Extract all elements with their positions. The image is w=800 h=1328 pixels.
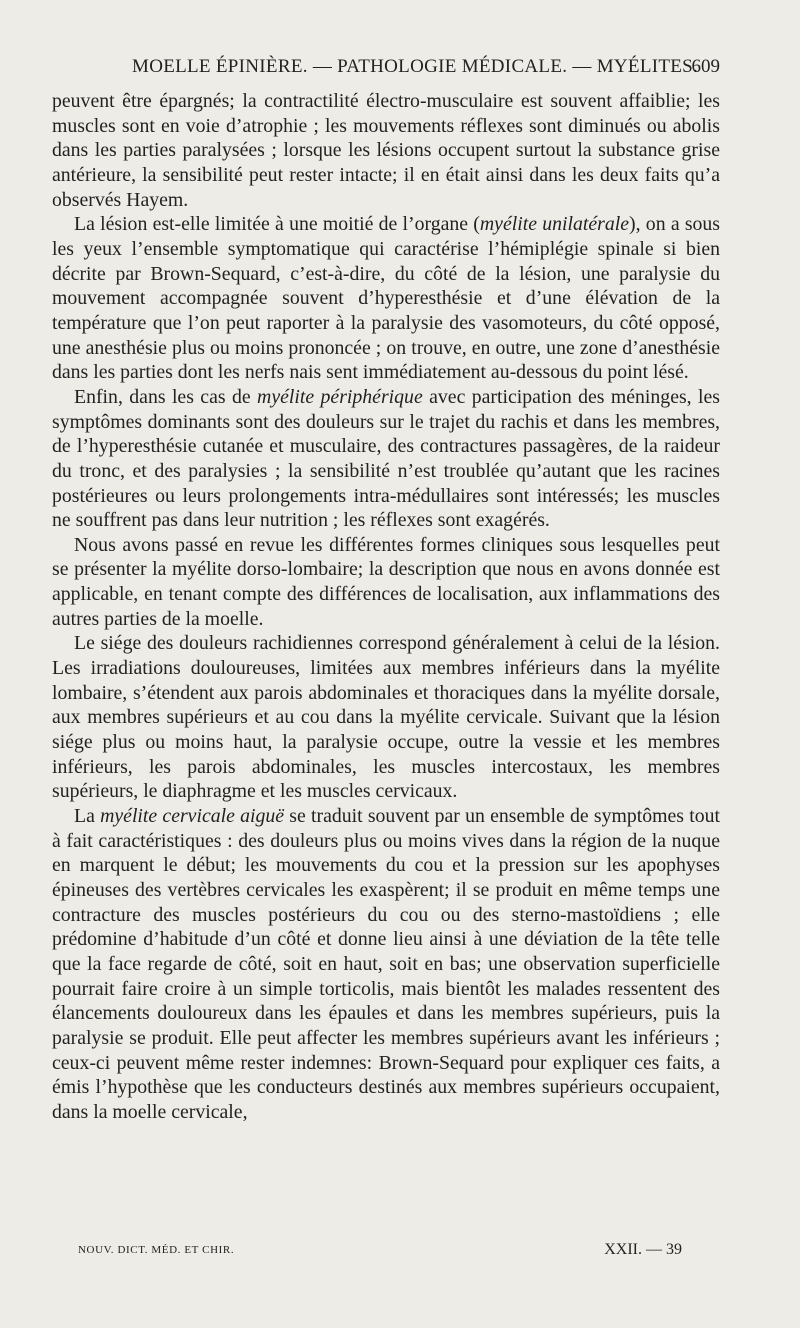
paragraph-3 (52, 385, 720, 533)
paragraph-6-rest: se traduit souvent par un ensemble de symptômes tout à fait caractéristiques : des douleurs plus ou moins vives dans la région de la nuque en marquent le début; les mouvements du cou et la pression sur les apophyses épineuses des vertèbres cervicales les exaspèrent; il se produit en même temps une contracture des muscles postérieurs du cou ou des sterno-mastoïdiens ; elle prédomine d’habitude d’un côté et donne lieu ainsi à une déviation de la tête telle que la face regarde de côté, soit en haut, soit en bas; une observation superficielle pourrait faire croire à un simple torticolis, mais bientôt les malades ressentent des élancements douloureux dans les épaules et dans les membres supérieurs, puis la paralysie se produit. Elle peut affecter les membres supérieurs avant les inférieurs ; ceux-ci peuvent même rester indemnes: Brown-Sequard pour expliquer ces faits, a émis l’hypothèse que les conducteurs destinés aux membres supérieurs occupaient, dans la moelle cervicale, (52, 805, 720, 1123)
term-myelite-peripherique: myélite périphérique (257, 385, 423, 408)
term-myelite-cervicale-aigue: myélite cervicale aiguë (100, 805, 285, 828)
page-number: 609 (691, 56, 720, 77)
paragraph-6-start: La (74, 805, 101, 828)
paragraph-3-start: Enfin, dans les cas de (74, 385, 258, 408)
paragraph-2-rest: ), on a sous les yeux l’ensemble symptomatique qui caractérise l’hémiplégie spinale si bien décrite par Brown-Sequard, c’est-à-dire, du côté de la lésion, une paralysie du mouvement accompagnée souvent d’hyperesthésie et d’une élévation de la température que l’on peut raporter à la paralysie des vasomoteurs, du côté opposé, une anesthésie plus ou moins prononcée ; on trouve, en outre, une zone d’anesthésie dans les parties dont les nerfs nais sent immédiatement au-dessous du point lésé. (52, 213, 720, 384)
paragraph-5: Le siége des douleurs rachidiennes correspond généralement à celui de la lésion. Les irradiations douloureuses, limitées aux membres inférieurs dans la myélite lombaire, s’étendent aux parois abdominales et thoraciques dans la myélite dorsale, aux membres supérieurs et au cou dans la myélite cervicale. Suivant que la lésion siége plus ou moins haut, la paralysie occupe, outre la vessie et les membres inférieurs, les parois abdominales, les muscles intercostaux, les membres supérieurs, le diaphragme et les muscles cervicaux. (52, 632, 720, 803)
body-text (52, 89, 720, 1125)
paragraph-1: peuvent être épargnés; la contractilité électro-musculaire est souvent affaiblie; les muscles sont en voie d’atrophie ; les mouvements réflexes sont diminués ou abolis dans les parties paralysées ; lorsque les lésions occupent surtout la substance grise antérieure, la sensibilité peut rester intacte; il en était ainsi dans les deux faits qu’a observés Hayem. (52, 90, 720, 211)
running-title: MOELLE ÉPINIÈRE. — PATHOLOGIE MÉDICALE. — MYÉLITES. (132, 56, 699, 77)
paragraph-2-start: La lésion est-elle limitée à une moitié de l’organe ( (74, 213, 480, 236)
term-myelite-unilaterale: myélite unilatérale (479, 213, 630, 236)
paragraph-4: Nous avons passé en revue les différentes formes cliniques sous lesquelles peut se présenter la myélite dorso-lombaire; la description que nous en avons donnée est applicable, en tenant compte des différences de localisation, aux inflammations des autres parties de la moelle. (52, 533, 720, 630)
footer-volume-sheet: XXII. — 39 (604, 1241, 682, 1258)
footer-signature: NOUV. DICT. MÉD. ET CHIR. (78, 1244, 235, 1256)
running-header (52, 56, 720, 82)
paragraph-3-rest: avec participation des méninges, les symptômes dominants sont des douleurs sur le trajet du rachis et dans les membres, de l’hyperesthésie cutanée et musculaire, des contractures passagères, de la raideur du tronc, et des paralysies ; la sensibilité n’est troublée qu’autant que les racines postérieures ou leurs prolongements intra-médullaires sont intéressés; les muscles ne souffrent pas dans leur nutrition ; les réflexes sont exagérés. (52, 385, 720, 532)
paragraph-2 (52, 212, 720, 385)
paragraph-6 (52, 804, 720, 1125)
page-footer (78, 1241, 682, 1263)
